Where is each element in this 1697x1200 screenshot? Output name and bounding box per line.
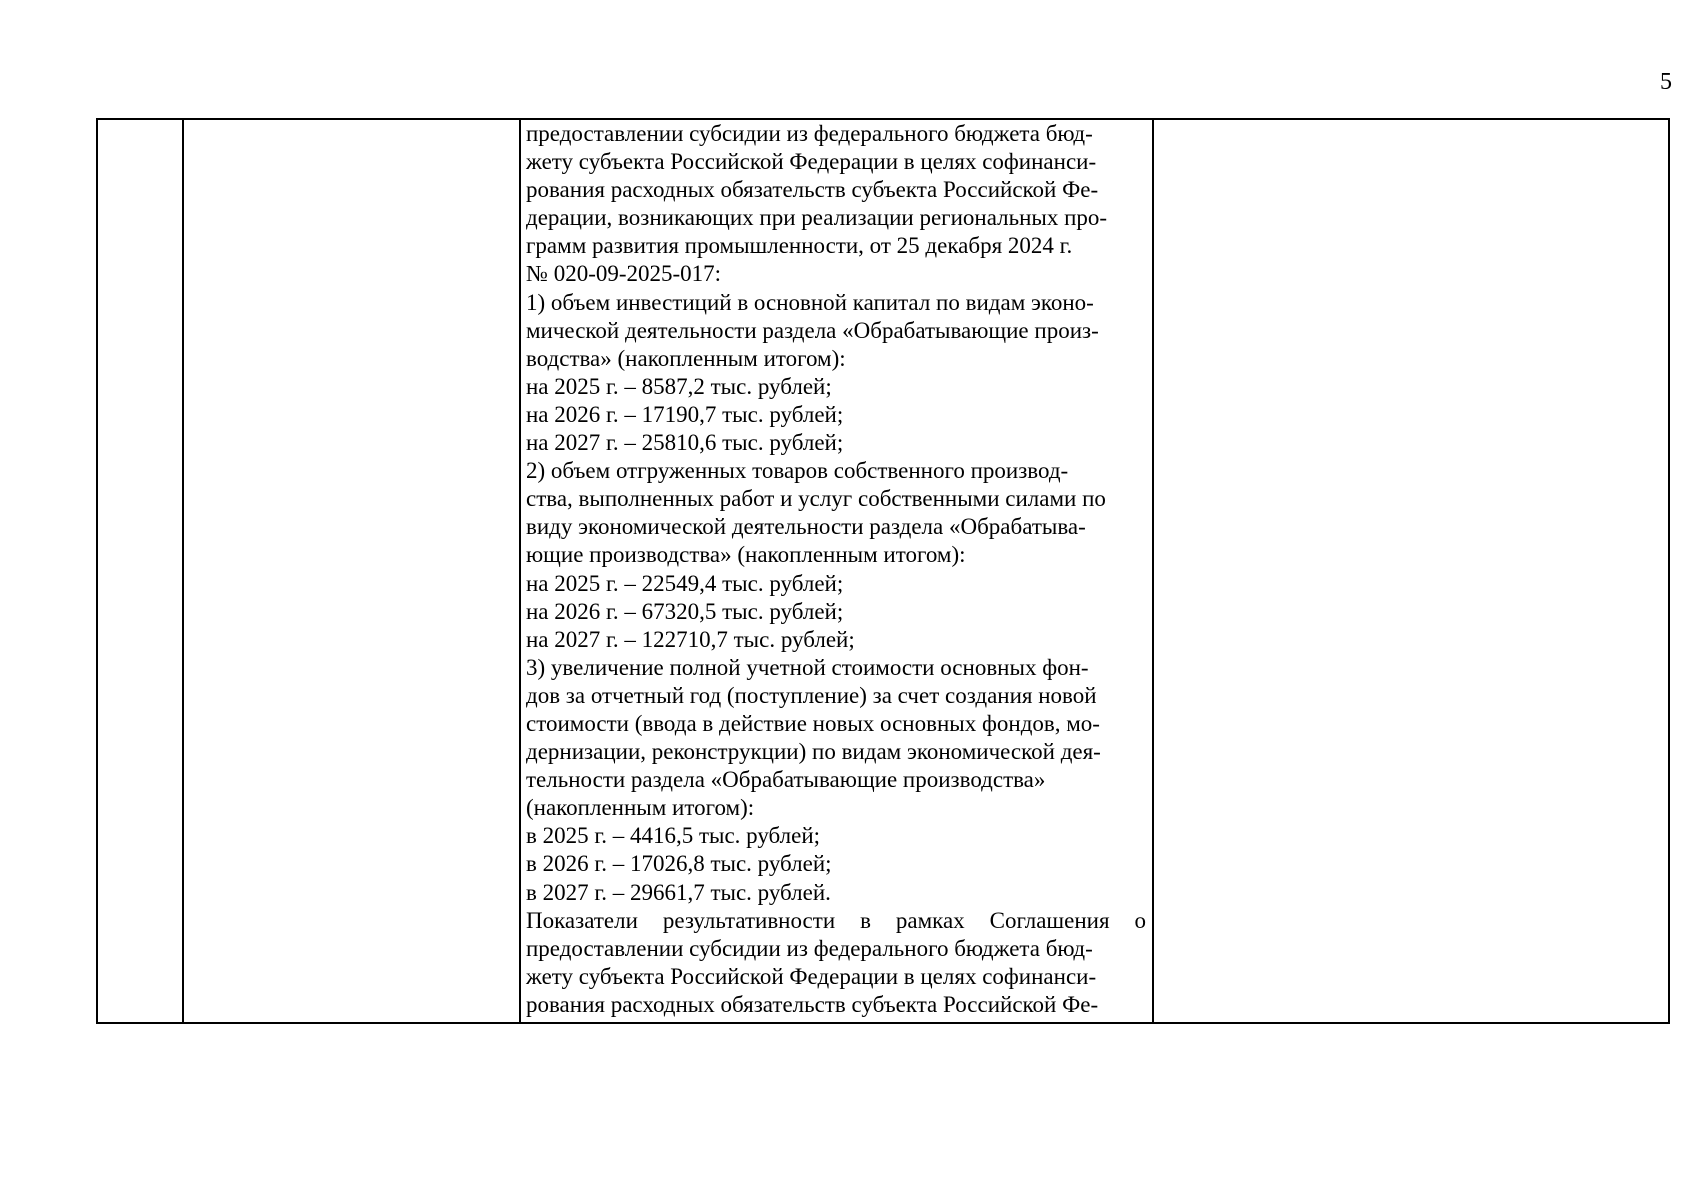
text-line: на 2025 г. – 8587,2 тыс. рублей; <box>526 373 832 399</box>
text-line: № 020-09-2025-017: <box>526 261 722 287</box>
text-line: в 2026 г. – 17026,8 тыс. рублей; <box>526 851 832 877</box>
text-line: 3) увеличение полной учетной стоимости основных фон- <box>526 654 1089 680</box>
text-line: жету субъекта Российской Федерации в целях софинанси- <box>526 963 1097 989</box>
text-line: на 2027 г. – 25810,6 тыс. рублей; <box>526 430 844 456</box>
text-line: в 2025 г. – 4416,5 тыс. рублей; <box>526 823 821 849</box>
text-line: на 2027 г. – 122710,7 тыс. рублей; <box>526 626 855 652</box>
text-line: в 2027 г. – 29661,7 тыс. рублей. <box>526 879 831 905</box>
text-line: предоставлении субсидии из федерального бюджета бюд- <box>526 121 1093 146</box>
text-line: 2) объем отгруженных товаров собственного производ- <box>526 458 1069 484</box>
text-line: виду экономической деятельности раздела «Обрабатыва- <box>526 514 1086 540</box>
text-line: (накопленным итогом): <box>526 795 755 821</box>
table-cell-column-1 <box>98 120 184 1022</box>
table-cell-column-3 <box>521 120 1154 1022</box>
text-line: дернизации, реконструкции) по видам экономической дея- <box>526 739 1101 765</box>
text-line: стоимости (ввода в действие новых основных фондов, мо- <box>526 710 1100 736</box>
text-line: мической деятельности раздела «Обрабатывающие произ- <box>526 317 1099 343</box>
table-cell-column-4 <box>1154 120 1668 1022</box>
text-line: на 2025 г. – 22549,4 тыс. рублей; <box>526 570 844 596</box>
text-line: жету субъекта Российской Федерации в целях софинанси- <box>526 149 1097 175</box>
text-line: предоставлении субсидии из федерального бюджета бюд- <box>526 935 1093 961</box>
text-line: на 2026 г. – 17190,7 тыс. рублей; <box>526 401 844 427</box>
text-line: дов за отчетный год (поступление) за счет создания новой <box>526 682 1097 708</box>
text-line: грамм развития промышленности, от 25 декабря 2024 г. <box>526 233 1073 259</box>
text-line: водства» (накопленным итогом): <box>526 345 846 371</box>
text-line: 1) объем инвестиций в основной капитал по видам эконо- <box>526 289 1094 315</box>
text-line: рования расходных обязательств субъекта Российской Фе- <box>526 991 1099 1017</box>
text-line: ства, выполненных работ и услуг собственными силами по <box>526 486 1106 512</box>
text-line: рования расходных обязательств субъекта Российской Фе- <box>526 177 1099 203</box>
page-number: 5 <box>1660 69 1672 95</box>
table-cell-column-2 <box>184 120 521 1022</box>
text-line: тельности раздела «Обрабатывающие производства» <box>526 767 1046 793</box>
document-table <box>96 118 1670 1024</box>
text-line: Показатели результативности в рамках Соглашения о <box>526 907 1146 933</box>
text-line: дерации, возникающих при реализации региональных про- <box>526 205 1108 231</box>
text-line: ющие производства» (накопленным итогом): <box>526 542 966 568</box>
text-line: на 2026 г. – 67320,5 тыс. рублей; <box>526 598 844 624</box>
column-3-text <box>521 120 1152 1019</box>
